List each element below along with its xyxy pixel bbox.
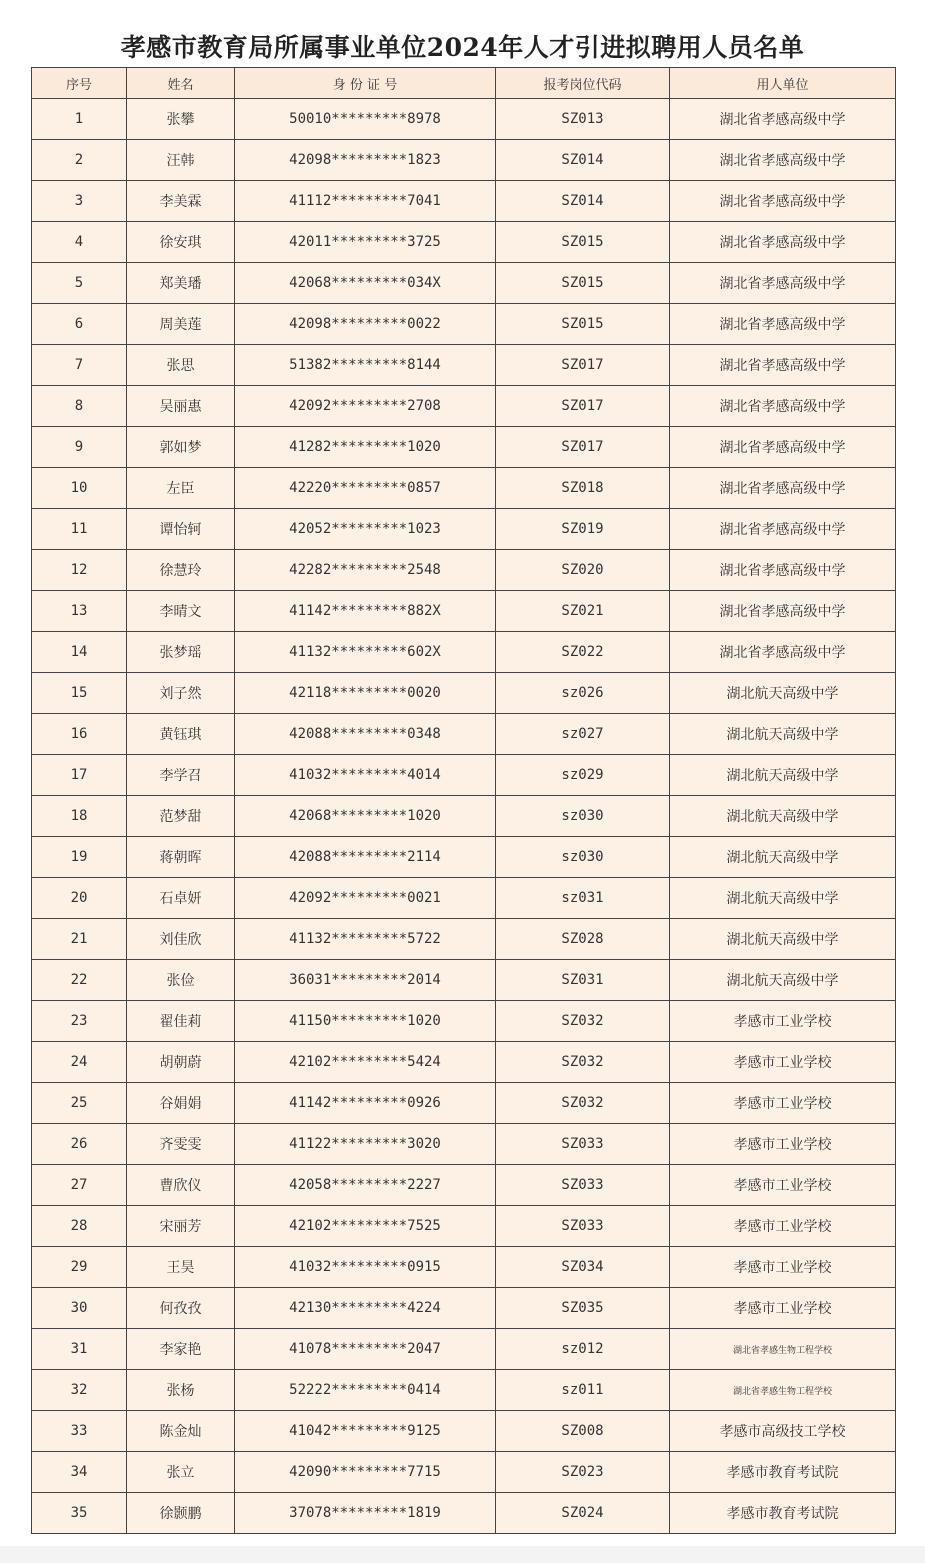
row-id-cell: 41142*********882X <box>235 591 496 632</box>
row-name-cell: 王昊 <box>127 1247 235 1288</box>
row-no-cell: 32 <box>32 1370 127 1411</box>
row-id-cell: 41032*********4014 <box>235 755 496 796</box>
table-row <box>32 591 896 632</box>
row-name-cell: 谷娟娟 <box>127 1083 235 1124</box>
table-row <box>32 1493 896 1534</box>
row-name-cell: 蒋朝晖 <box>127 837 235 878</box>
row-name-cell: 翟佳莉 <box>127 1001 235 1042</box>
row-name-cell: 刘子然 <box>127 673 235 714</box>
row-no-cell: 17 <box>32 755 127 796</box>
row-name-cell: 汪韩 <box>127 140 235 181</box>
row-id-cell: 41112*********7041 <box>235 181 496 222</box>
row-no-cell: 8 <box>32 386 127 427</box>
row-unit-cell: 孝感市工业学校 <box>670 1124 896 1165</box>
row-id-cell: 41150*********1020 <box>235 1001 496 1042</box>
row-unit-cell: 湖北航天高级中学 <box>670 837 896 878</box>
row-code-cell: SZ032 <box>496 1042 670 1083</box>
row-code-cell: SZ015 <box>496 263 670 304</box>
hiring-roster-table <box>31 67 896 1534</box>
row-name-cell: 李美霖 <box>127 181 235 222</box>
row-unit-cell: 湖北省孝感生物工程学校 <box>670 1329 896 1370</box>
row-id-cell: 42102*********5424 <box>235 1042 496 1083</box>
row-no-cell: 11 <box>32 509 127 550</box>
row-code-cell: SZ017 <box>496 345 670 386</box>
row-id-cell: 42282*********2548 <box>235 550 496 591</box>
row-id-cell: 42011*********3725 <box>235 222 496 263</box>
row-no-cell: 2 <box>32 140 127 181</box>
row-no-cell: 30 <box>32 1288 127 1329</box>
row-no-cell: 20 <box>32 878 127 919</box>
table-row <box>32 181 896 222</box>
row-id-cell: 42220*********0857 <box>235 468 496 509</box>
row-name-cell: 张俭 <box>127 960 235 1001</box>
row-unit-cell: 湖北省孝感高级中学 <box>670 509 896 550</box>
row-code-cell: sz031 <box>496 878 670 919</box>
row-no-cell: 18 <box>32 796 127 837</box>
row-unit-cell: 孝感市工业学校 <box>670 1001 896 1042</box>
row-no-cell: 28 <box>32 1206 127 1247</box>
row-name-cell: 何孜孜 <box>127 1288 235 1329</box>
row-unit-cell: 湖北航天高级中学 <box>670 878 896 919</box>
row-id-cell: 50010*********8978 <box>235 99 496 140</box>
row-unit-cell: 孝感市教育考试院 <box>670 1452 896 1493</box>
row-no-cell: 27 <box>32 1165 127 1206</box>
row-unit-cell: 湖北省孝感高级中学 <box>670 304 896 345</box>
table-row <box>32 386 896 427</box>
row-name-cell: 谭怡轲 <box>127 509 235 550</box>
row-id-cell: 42092*********2708 <box>235 386 496 427</box>
row-name-cell: 徐慧玲 <box>127 550 235 591</box>
table-row <box>32 1411 896 1452</box>
table-row <box>32 878 896 919</box>
header-id: 身 份 证 号 <box>235 68 496 99</box>
row-no-cell: 12 <box>32 550 127 591</box>
table-row <box>32 427 896 468</box>
row-no-cell: 10 <box>32 468 127 509</box>
row-unit-cell: 湖北航天高级中学 <box>670 755 896 796</box>
row-name-cell: 张杨 <box>127 1370 235 1411</box>
row-code-cell: SZ017 <box>496 427 670 468</box>
table-row <box>32 1452 896 1493</box>
row-unit-cell: 湖北省孝感高级中学 <box>670 386 896 427</box>
header-no: 序号 <box>32 68 127 99</box>
row-no-cell: 14 <box>32 632 127 673</box>
row-code-cell: SZ035 <box>496 1288 670 1329</box>
row-name-cell: 胡朝蔚 <box>127 1042 235 1083</box>
row-name-cell: 郭如梦 <box>127 427 235 468</box>
row-unit-cell: 湖北航天高级中学 <box>670 673 896 714</box>
table-row <box>32 345 896 386</box>
row-no-cell: 34 <box>32 1452 127 1493</box>
row-unit-cell: 湖北省孝感高级中学 <box>670 345 896 386</box>
row-id-cell: 37078*********1819 <box>235 1493 496 1534</box>
row-code-cell: SZ017 <box>496 386 670 427</box>
row-code-cell: SZ013 <box>496 99 670 140</box>
row-code-cell: SZ018 <box>496 468 670 509</box>
row-no-cell: 35 <box>32 1493 127 1534</box>
row-unit-cell: 孝感市教育考试院 <box>670 1493 896 1534</box>
row-unit-cell: 湖北航天高级中学 <box>670 714 896 755</box>
row-no-cell: 33 <box>32 1411 127 1452</box>
row-code-cell: SZ028 <box>496 919 670 960</box>
row-no-cell: 9 <box>32 427 127 468</box>
row-id-cell: 42090*********7715 <box>235 1452 496 1493</box>
row-no-cell: 21 <box>32 919 127 960</box>
table-row <box>32 1329 896 1370</box>
row-id-cell: 42068*********1020 <box>235 796 496 837</box>
row-name-cell: 吴丽惠 <box>127 386 235 427</box>
table-row <box>32 1370 896 1411</box>
row-no-cell: 23 <box>32 1001 127 1042</box>
row-id-cell: 51382*********8144 <box>235 345 496 386</box>
row-no-cell: 16 <box>32 714 127 755</box>
table-row <box>32 1247 896 1288</box>
table-row <box>32 796 896 837</box>
row-unit-cell: 湖北省孝感高级中学 <box>670 140 896 181</box>
row-name-cell: 郑美璠 <box>127 263 235 304</box>
row-unit-cell: 湖北省孝感高级中学 <box>670 468 896 509</box>
row-unit-cell: 湖北省孝感高级中学 <box>670 222 896 263</box>
row-no-cell: 15 <box>32 673 127 714</box>
row-unit-cell: 孝感市高级技工学校 <box>670 1411 896 1452</box>
table-row <box>32 837 896 878</box>
row-unit-cell: 湖北航天高级中学 <box>670 796 896 837</box>
row-id-cell: 41078*********2047 <box>235 1329 496 1370</box>
row-name-cell: 刘佳欣 <box>127 919 235 960</box>
row-unit-cell: 孝感市工业学校 <box>670 1247 896 1288</box>
row-no-cell: 29 <box>32 1247 127 1288</box>
row-id-cell: 36031*********2014 <box>235 960 496 1001</box>
row-no-cell: 7 <box>32 345 127 386</box>
row-name-cell: 徐颢鹏 <box>127 1493 235 1534</box>
table-row <box>32 960 896 1001</box>
row-no-cell: 19 <box>32 837 127 878</box>
table-row <box>32 1206 896 1247</box>
table-row <box>32 1001 896 1042</box>
row-code-cell: SZ021 <box>496 591 670 632</box>
row-no-cell: 5 <box>32 263 127 304</box>
row-id-cell: 41032*********0915 <box>235 1247 496 1288</box>
row-id-cell: 42118*********0020 <box>235 673 496 714</box>
row-code-cell: SZ032 <box>496 1083 670 1124</box>
row-id-cell: 41142*********0926 <box>235 1083 496 1124</box>
row-name-cell: 齐雯雯 <box>127 1124 235 1165</box>
row-id-cell: 52222*********0414 <box>235 1370 496 1411</box>
row-code-cell: SZ032 <box>496 1001 670 1042</box>
row-unit-cell: 湖北省孝感高级中学 <box>670 181 896 222</box>
row-unit-cell: 孝感市工业学校 <box>670 1042 896 1083</box>
row-name-cell: 宋丽芳 <box>127 1206 235 1247</box>
row-id-cell: 41122*********3020 <box>235 1124 496 1165</box>
table-row <box>32 632 896 673</box>
row-id-cell: 42058*********2227 <box>235 1165 496 1206</box>
table-row <box>32 1288 896 1329</box>
row-code-cell: sz030 <box>496 837 670 878</box>
row-id-cell: 42088*********2114 <box>235 837 496 878</box>
row-id-cell: 41042*********9125 <box>235 1411 496 1452</box>
row-unit-cell: 湖北航天高级中学 <box>670 919 896 960</box>
row-unit-cell: 湖北省孝感高级中学 <box>670 632 896 673</box>
row-unit-cell: 湖北省孝感高级中学 <box>670 550 896 591</box>
row-code-cell: SZ033 <box>496 1206 670 1247</box>
row-no-cell: 1 <box>32 99 127 140</box>
row-unit-cell: 湖北省孝感高级中学 <box>670 591 896 632</box>
row-code-cell: SZ022 <box>496 632 670 673</box>
row-code-cell: sz026 <box>496 673 670 714</box>
row-code-cell: sz030 <box>496 796 670 837</box>
row-code-cell: SZ008 <box>496 1411 670 1452</box>
row-unit-cell: 孝感市工业学校 <box>670 1206 896 1247</box>
row-name-cell: 张思 <box>127 345 235 386</box>
row-no-cell: 26 <box>32 1124 127 1165</box>
row-name-cell: 张攀 <box>127 99 235 140</box>
row-name-cell: 张梦瑶 <box>127 632 235 673</box>
table-row <box>32 1042 896 1083</box>
row-id-cell: 41132*********602X <box>235 632 496 673</box>
table-row <box>32 304 896 345</box>
row-code-cell: sz011 <box>496 1370 670 1411</box>
row-code-cell: sz029 <box>496 755 670 796</box>
row-name-cell: 曹欣仪 <box>127 1165 235 1206</box>
row-name-cell: 李晴文 <box>127 591 235 632</box>
row-name-cell: 陈金灿 <box>127 1411 235 1452</box>
row-unit-cell: 孝感市工业学校 <box>670 1288 896 1329</box>
row-unit-cell: 湖北航天高级中学 <box>670 960 896 1001</box>
row-name-cell: 左臣 <box>127 468 235 509</box>
row-code-cell: sz012 <box>496 1329 670 1370</box>
table-row <box>32 222 896 263</box>
row-code-cell: SZ020 <box>496 550 670 591</box>
table-row <box>32 509 896 550</box>
row-no-cell: 6 <box>32 304 127 345</box>
table-row <box>32 99 896 140</box>
row-unit-cell: 湖北省孝感高级中学 <box>670 427 896 468</box>
table-row <box>32 263 896 304</box>
row-id-cell: 42068*********034X <box>235 263 496 304</box>
row-no-cell: 3 <box>32 181 127 222</box>
row-code-cell: SZ015 <box>496 222 670 263</box>
row-id-cell: 42102*********7525 <box>235 1206 496 1247</box>
table-row <box>32 755 896 796</box>
table-row <box>32 919 896 960</box>
row-id-cell: 42088*********0348 <box>235 714 496 755</box>
row-no-cell: 22 <box>32 960 127 1001</box>
row-id-cell: 42052*********1023 <box>235 509 496 550</box>
header-name: 姓名 <box>127 68 235 99</box>
row-unit-cell: 湖北省孝感高级中学 <box>670 99 896 140</box>
page-title: 孝感市教育局所属事业单位2024年人才引进拟聘用人员名单 <box>120 33 805 62</box>
row-code-cell: SZ033 <box>496 1124 670 1165</box>
row-no-cell: 4 <box>32 222 127 263</box>
table-row <box>32 1165 896 1206</box>
row-code-cell: SZ019 <box>496 509 670 550</box>
row-id-cell: 41282*********1020 <box>235 427 496 468</box>
row-no-cell: 13 <box>32 591 127 632</box>
row-name-cell: 徐安琪 <box>127 222 235 263</box>
table-row <box>32 673 896 714</box>
row-code-cell: sz027 <box>496 714 670 755</box>
row-name-cell: 张立 <box>127 1452 235 1493</box>
row-code-cell: SZ034 <box>496 1247 670 1288</box>
row-code-cell: SZ031 <box>496 960 670 1001</box>
row-unit-cell: 湖北省孝感生物工程学校 <box>670 1370 896 1411</box>
row-name-cell: 李学召 <box>127 755 235 796</box>
row-code-cell: SZ024 <box>496 1493 670 1534</box>
row-code-cell: SZ033 <box>496 1165 670 1206</box>
row-code-cell: SZ014 <box>496 140 670 181</box>
row-unit-cell: 孝感市工业学校 <box>670 1083 896 1124</box>
row-unit-cell: 湖北省孝感高级中学 <box>670 263 896 304</box>
table-header-row <box>32 68 896 99</box>
row-no-cell: 31 <box>32 1329 127 1370</box>
row-id-cell: 41132*********5722 <box>235 919 496 960</box>
table-row <box>32 1083 896 1124</box>
row-code-cell: SZ015 <box>496 304 670 345</box>
row-unit-cell: 孝感市工业学校 <box>670 1165 896 1206</box>
row-name-cell: 李家艳 <box>127 1329 235 1370</box>
table-row <box>32 714 896 755</box>
row-id-cell: 42098*********0022 <box>235 304 496 345</box>
row-name-cell: 范梦甜 <box>127 796 235 837</box>
header-unit: 用人单位 <box>670 68 896 99</box>
table-row <box>32 1124 896 1165</box>
row-id-cell: 42092*********0021 <box>235 878 496 919</box>
row-code-cell: SZ014 <box>496 181 670 222</box>
row-name-cell: 黄钰琪 <box>127 714 235 755</box>
page-bottom-margin <box>0 1546 925 1563</box>
row-no-cell: 25 <box>32 1083 127 1124</box>
table-row <box>32 550 896 591</box>
row-id-cell: 42130*********4224 <box>235 1288 496 1329</box>
table-body <box>32 99 896 1534</box>
row-code-cell: SZ023 <box>496 1452 670 1493</box>
row-name-cell: 石卓妍 <box>127 878 235 919</box>
row-no-cell: 24 <box>32 1042 127 1083</box>
row-name-cell: 周美莲 <box>127 304 235 345</box>
table-row <box>32 140 896 181</box>
header-code: 报考岗位代码 <box>496 68 670 99</box>
table-row <box>32 468 896 509</box>
row-id-cell: 42098*********1823 <box>235 140 496 181</box>
